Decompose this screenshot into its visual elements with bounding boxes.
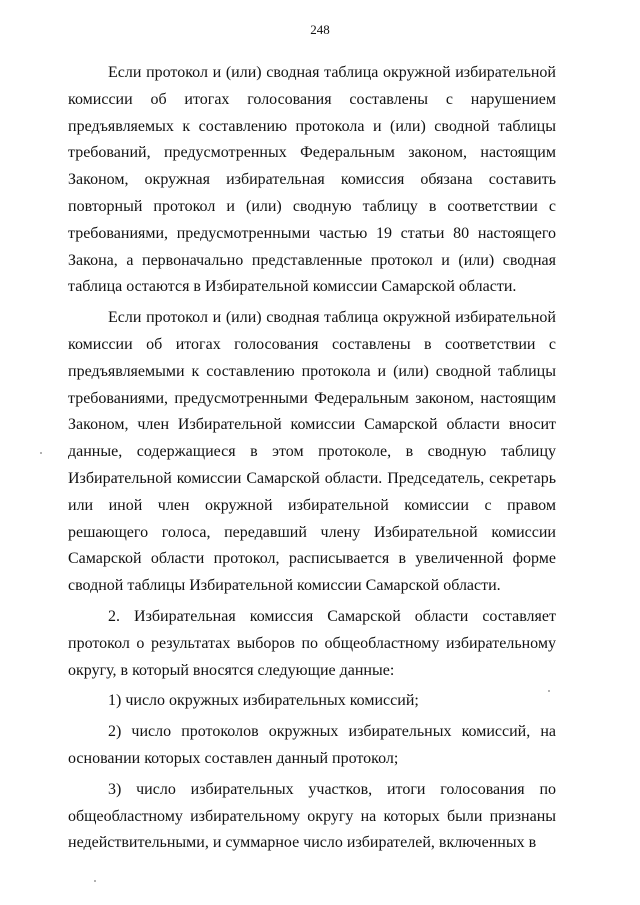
document-body bbox=[68, 60, 556, 861]
list-item-3: 3) число избирательных участков, итоги голосования по общеобластному избирательному округу на которых были признаны недействительными, и суммарное число избирателей, включенных в bbox=[68, 780, 556, 852]
scan-speck bbox=[94, 880, 96, 882]
paragraph-repeat-protocol: Если протокол и (или) сводная таблица окружной избирательной комиссии об итогах голосования составлены с нарушением предъявляемых к составлению протокола и (или) сводной таблицы требований, предусмотренных Федеральным законом, настоящим Законом, окружная избирательная комиссия обязана составить повторный протокол и (или) сводную таблицу в соответствии с требованиями, предусмотренными частью 19 статьи 80 настоящего Закона, а первоначально представленные протокол и (или) сводная таблица остаются в Избирательной комиссии Самарской области. bbox=[68, 64, 556, 296]
list-item-1: 1) число окружных избирательных комиссий; bbox=[108, 692, 419, 710]
scan-speck bbox=[40, 452, 42, 454]
paragraph-data-entry: Если протокол и (или) сводная таблица окружной избирательной комиссии об итогах голосования составлены в соответствии с предъявляемыми к составлению протокола и (или) сводной таблицы требованиями, предусмотренными Федеральным законом, настоящим Законом, член Избирательной комиссии Самарской области вносит данные, содержащиеся в этом протоколе, в сводную таблицу Избирательной комиссии Самарской области. Председатель, секретарь или иной член окружной избирательной комиссии с правом решающего голоса, передавший члену Избирательной комиссии Самарской области протокол, расписывается в увеличенной форме сводной таблицы Избирательной комиссии Самарской области. bbox=[68, 309, 556, 595]
list-item-2: 2) число протоколов окружных избирательных комиссий, на основании которых составлен данный протокол; bbox=[68, 723, 556, 767]
paragraph-results-protocol: 2. Избирательная комиссия Самарской области составляет протокол о результатах выборов по общеобластному избирательному округу, в который вносятся следующие данные: bbox=[68, 607, 556, 679]
scan-speck bbox=[548, 690, 550, 692]
page-number: 248 bbox=[310, 22, 330, 37]
